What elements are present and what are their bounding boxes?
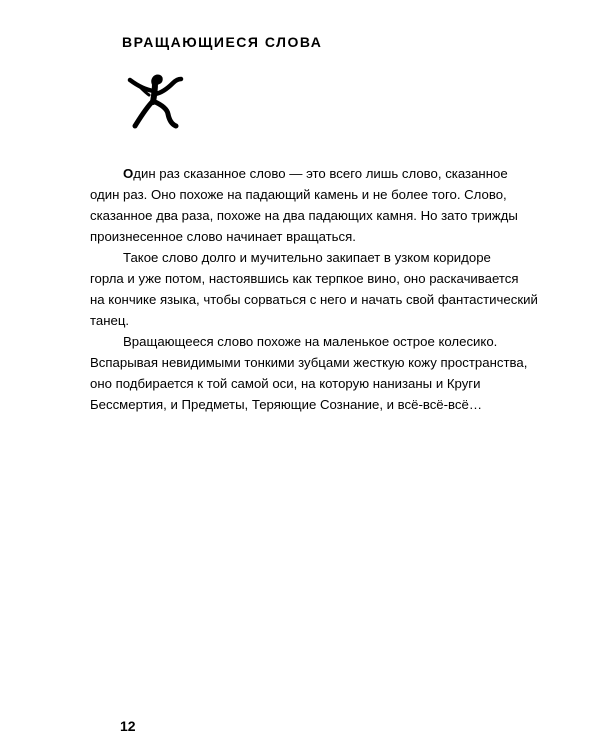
text-line: на кончике языка, чтобы сорваться с него и начать свой фантастический: [90, 292, 538, 307]
text-line: танец.: [90, 313, 130, 328]
text-line: Такое слово долго и мучительно закипает в узком коридоре: [123, 250, 491, 265]
text-line: сказанное два раза, похоже на два падающих камня. Но зато трижды: [90, 208, 518, 223]
page-number: 12: [120, 718, 136, 734]
first-letter: О: [123, 166, 134, 181]
text-line: горла и уже потом, настоявшись как терпкое вино, оно раскачивается: [90, 271, 519, 286]
text-line: Бессмертия, и Предметы, Теряющие Сознание, и всё-всё-всё…: [90, 397, 483, 412]
paragraph-1: [90, 163, 530, 247]
page-title: ВРАЩАЮЩИЕСЯ СЛОВА: [122, 34, 323, 50]
text-line: произнесенное слово начинает вращаться.: [90, 229, 356, 244]
text-line: Вращающееся слово похоже на маленькое острое колесико.: [123, 334, 498, 349]
paragraph-3: [90, 331, 530, 415]
text-line: оно подбирается к той самой оси, на которую нанизаны и Круги: [90, 376, 481, 391]
dancing-figure-icon: [124, 74, 186, 132]
text-line: Вспарывая невидимыми тонкими зубцами жесткую кожу пространства,: [90, 355, 528, 370]
text-line-content: дин раз сказанное слово — это всего лишь слово, сказанное: [133, 166, 508, 181]
text-line: один раз. Оно похоже на падающий камень и не более того. Слово,: [90, 187, 507, 202]
paragraph-2: [90, 247, 538, 331]
body-text: [90, 163, 538, 415]
text-line: [90, 163, 530, 184]
